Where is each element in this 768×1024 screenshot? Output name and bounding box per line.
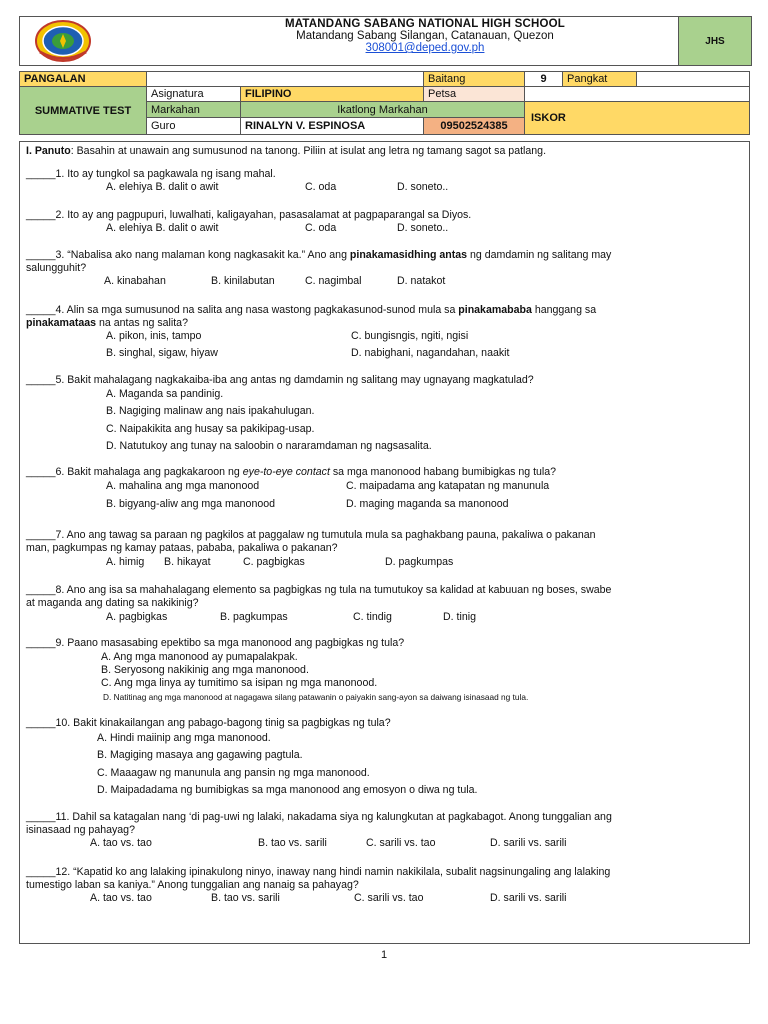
q7-stem: _____7. Ano ang tawag sa paraan ng pagkilos at paggalaw ng tumutula mula sa paghakbang pauna, pakaliwa o pakanan xyxy=(26,529,596,541)
q12-option-a: A. tao vs. tao xyxy=(90,892,152,904)
q6-option-b: B. bigyang-aliw ang mga manonood xyxy=(106,498,276,510)
q2-option-ab: A. elehiya B. dalit o awit xyxy=(106,222,219,234)
q5-option-c: C. Naipakikita ang husay sa pakikipag-usap. xyxy=(106,423,315,435)
q11-stem-line2: isinasaad ng pahayag? xyxy=(26,824,135,836)
q3-option-a: A. kinabahan xyxy=(104,275,166,287)
q3-stem-bold: pinakamasidhing antas xyxy=(349,249,468,261)
page-number: 1 xyxy=(380,949,388,961)
baitang-label: Baitang xyxy=(423,71,525,87)
q12-stem: _____12. “Kapatid ko ang lalaking ipinakulong ninyo, inaway nang hindi namin nakikilala, subalit nagsinungaling ang lalaking xyxy=(26,866,611,878)
q1-option-d: D. soneto.. xyxy=(397,181,449,193)
q7-option-c: C. pagbigkas xyxy=(243,556,305,568)
q8-option-a: A. pagbigkas xyxy=(106,611,168,623)
q10-option-d: D. Maipadadama ng bumibigkas sa mga manonood ang emosyon o diwa ng tula. xyxy=(97,784,478,796)
q4-stem-line2 xyxy=(26,317,188,330)
q4-stem-bold2: pinakamataas xyxy=(26,317,97,329)
pangkat-label: Pangkat xyxy=(562,71,637,87)
q9-option-d: D. Natitinag ang mga manonood at nagagawa silang patawanin o paiyakin sang-ayon sa daiwang isinasaad ng tula. xyxy=(103,692,529,702)
q4-stem-post: hanggang sa xyxy=(531,304,597,316)
asignatura-label: Asignatura xyxy=(146,86,241,102)
school-header xyxy=(19,16,752,66)
q6-stem-post: sa mga manonood habang bumibigkas ng tula? xyxy=(329,466,557,478)
pangkat-field[interactable] xyxy=(636,71,750,87)
q6-option-c: C. maipadama ang katapatan ng manunula xyxy=(346,480,550,492)
q8-stem: _____8. Ano ang isa sa mahahalagang elemento sa pagbigkas ng tula na tumutukoy sa kalidad at kabuuan ng boses, swabe xyxy=(26,584,612,596)
q7-option-d: D. pagkumpas xyxy=(385,556,454,568)
asignatura-value: FILIPINO xyxy=(240,86,424,102)
q6-stem-italic: eye-to-eye contact xyxy=(242,466,330,478)
q8-stem-line2: at maganda ang dating sa nakikinig? xyxy=(26,597,199,609)
student-info-table xyxy=(19,71,750,135)
q9-option-a: A. Ang mga manonood ay pumapalakpak. xyxy=(101,651,298,663)
q10-stem: _____10. Bakit kinakailangan ang pabago-bagong tinig sa pagbigkas ng tula? xyxy=(26,717,391,729)
q6-option-a: A. mahalina ang mga manonood xyxy=(106,480,260,492)
q9-option-c: C. Ang mga linya ay tumitimo sa isipan ng mga manonood. xyxy=(101,677,378,689)
q11-stem: _____11. Dahil sa katagalan nang ‘di pag-uwi ng lalaki, nakadama siya ng kalungkutan at pagkabagot. Anong tunggalian ang xyxy=(26,811,612,823)
petsa-field[interactable] xyxy=(524,86,750,102)
q2-option-d: D. soneto.. xyxy=(397,222,449,234)
school-address: Matandang Sabang Silangan, Catanauan, Quezon xyxy=(296,30,554,42)
q3-option-d: D. natakot xyxy=(397,275,446,287)
q11-option-a: A. tao vs. tao xyxy=(90,837,152,849)
q4-stem-post2: na antas ng salita? xyxy=(96,317,188,329)
q4-option-d: D. nabighani, nagandahan, naakit xyxy=(351,347,510,359)
q6-option-d: D. maging maganda sa manonood xyxy=(346,498,509,510)
q11-option-b: B. tao vs. sarili xyxy=(258,837,327,849)
pangalan-label: PANGALAN xyxy=(19,71,147,87)
q11-option-d: D. sarili vs. sarili xyxy=(490,837,567,849)
q10-option-b: B. Magiging masaya ang gagawing pagtula. xyxy=(97,749,303,761)
q4-option-a: A. pikon, inis, tampo xyxy=(106,330,202,342)
instructions-text: : Basahin at unawain ang sumusunod na tanong. Piliin at isulat ang letra ng tamang sagot sa patlang. xyxy=(70,145,547,157)
q1-option-ab: A. elehiya B. dalit o awit xyxy=(106,181,219,193)
q5-option-a: A. Maganda sa pandinig. xyxy=(106,388,224,400)
petsa-label: Petsa xyxy=(423,86,525,102)
q3-stem xyxy=(26,249,611,262)
q2-option-c: C. oda xyxy=(305,222,337,234)
q12-option-b: B. tao vs. sarili xyxy=(211,892,280,904)
q9-stem: _____9. Paano masasabing epektibo sa mga manonood ang pagbigkas ng tula? xyxy=(26,637,405,649)
markahan-label: Markahan xyxy=(146,101,241,118)
test-type-label: SUMMATIVE TEST xyxy=(19,86,147,135)
q12-stem-line2: tumestigo laban sa kaniya.” Anong tunggalian ang nanaig sa pahayag? xyxy=(26,879,359,891)
q1-stem: _____1. Ito ay tungkol sa pagkawala ng isang mahal. xyxy=(26,168,276,180)
q7-option-b: B. hikayat xyxy=(164,556,211,568)
q5-option-b: B. Nagiging malinaw ang nais ipakahulugan. xyxy=(106,405,315,417)
q3-option-c: C. nagimbal xyxy=(305,275,362,287)
q4-option-c: C. bungisngis, ngiti, ngisi xyxy=(351,330,469,342)
q5-option-d: D. Natutukoy ang tunay na saloobin o nararamdaman ng nagsasalita. xyxy=(106,440,432,452)
q11-option-c: C. sarili vs. tao xyxy=(366,837,436,849)
q1-option-c: C. oda xyxy=(305,181,337,193)
q5-stem: _____5. Bakit mahalagang nagkakaiba-iba ang antas ng damdamin ng salitang may ugnayang magkatulad? xyxy=(26,374,534,386)
instructions-prefix: I. Panuto xyxy=(26,145,71,157)
q8-option-c: C. tindig xyxy=(353,611,392,623)
school-name: MATANDANG SABANG NATIONAL HIGH SCHOOL xyxy=(285,18,565,30)
iskor-label: ISKOR xyxy=(524,101,750,135)
q3-stem-pre: _____3. “Nabalisa ako nang malaman kong nagkasakit ka.” Ano ang xyxy=(26,249,350,261)
q3-stem-post: ng damdamin ng salitang may xyxy=(467,249,612,261)
q10-option-a: A. Hindi maiinip ang mga manonood. xyxy=(97,732,271,744)
q8-option-d: D. tinig xyxy=(443,611,476,623)
q3-stem-line2: salungguhit? xyxy=(26,262,87,274)
q9-option-b: B. Seryosong nakikinig ang mga manonood. xyxy=(101,664,309,676)
level-badge: JHS xyxy=(678,17,751,65)
school-seal-icon xyxy=(34,19,92,63)
q4-stem-pre: _____4. Alin sa mga sumusunod na salita ang nasa wastong pagkakasunod-sunod mula sa xyxy=(26,304,459,316)
guro-value: RINALYN V. ESPINOSA xyxy=(240,117,424,135)
q7-option-a: A. himig xyxy=(106,556,145,568)
q7-stem-line2: man, pagkumpas ng kamay pataas, pababa, pakaliwa o pakanan? xyxy=(26,542,338,554)
q4-stem-bold: pinakamababa xyxy=(458,304,532,316)
q8-option-b: B. pagkumpas xyxy=(220,611,288,623)
phone-number: 09502524385 xyxy=(423,117,525,135)
markahan-value: Ikatlong Markahan xyxy=(240,101,525,118)
q12-option-c: C. sarili vs. tao xyxy=(354,892,424,904)
instructions xyxy=(26,145,546,158)
questions-box xyxy=(19,141,750,944)
q12-option-d: D. sarili vs. sarili xyxy=(490,892,567,904)
q3-option-b: B. kinilabutan xyxy=(211,275,275,287)
school-email-link[interactable]: 308001@deped.gov.ph xyxy=(365,42,485,54)
pangalan-field[interactable] xyxy=(146,71,424,87)
q2-stem: _____2. Ito ay ang pagpupuri, luwalhati, kaligayahan, pasasalamat at pagpaparangal sa Diyos. xyxy=(26,209,472,221)
guro-label: Guro xyxy=(146,117,241,135)
q6-stem-pre: _____6. Bakit mahalaga ang pagkakaroon ng xyxy=(26,466,243,478)
baitang-value: 9 xyxy=(524,71,563,87)
q4-option-b: B. singhal, sigaw, hiyaw xyxy=(106,347,218,359)
school-info xyxy=(140,17,710,54)
q6-stem xyxy=(26,466,556,479)
q4-stem xyxy=(26,304,596,317)
q10-option-c: C. Maaagaw ng manunula ang pansin ng mga manonood. xyxy=(97,767,370,779)
